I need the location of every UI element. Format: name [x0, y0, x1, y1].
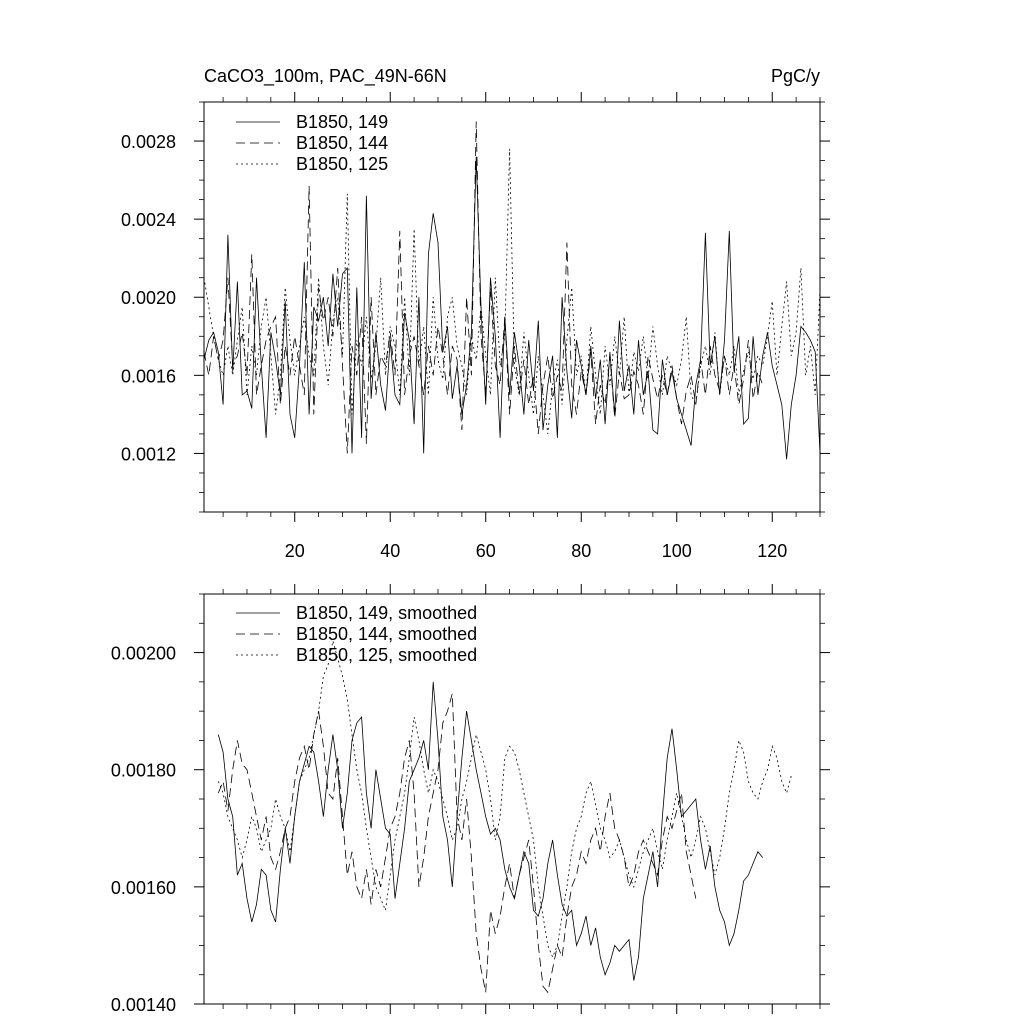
y-tick-label: 0.00180 [110, 760, 176, 781]
series-line-3 [218, 641, 791, 957]
legend-label-3: B1850, 125, smoothed [296, 645, 478, 665]
x-tick-label: 60 [475, 541, 496, 561]
top-legend [236, 112, 388, 174]
series-line-1 [218, 682, 762, 981]
y-tick-label: 0.0012 [120, 444, 176, 465]
legend-label-1: B1850, 149, smoothed [296, 603, 478, 623]
y-tick-label: 0.0024 [120, 210, 176, 231]
legend-label-3: B1850, 125 [296, 154, 389, 174]
chart-title-right: PgC/y [770, 66, 820, 86]
x-tick-label: 20 [284, 541, 305, 561]
x-tick-label: 100 [661, 541, 692, 561]
legend-label-2: B1850, 144 [296, 133, 389, 153]
x-tick-label: 120 [757, 541, 788, 561]
series-line-3 [204, 149, 820, 434]
y-tick-label: 0.0028 [120, 132, 176, 153]
x-tick-label: 40 [380, 541, 401, 561]
y-tick-label: 0.0016 [120, 366, 176, 387]
series-line-1 [204, 157, 825, 460]
bottom-series-group [218, 641, 791, 992]
top-panel [121, 66, 830, 561]
y-tick-label: 0.00160 [110, 877, 176, 898]
x-tick-label: 80 [571, 541, 592, 561]
bottom-legend [236, 603, 477, 665]
series-line-2 [218, 694, 696, 993]
bottom-panel [111, 584, 830, 1015]
series-line-2 [204, 122, 763, 454]
legend-label-1: B1850, 149 [296, 112, 389, 132]
y-tick-label: 0.00140 [110, 995, 176, 1015]
legend-label-2: B1850, 144, smoothed [296, 624, 478, 644]
y-tick-label: 0.00200 [110, 643, 176, 664]
chart-title-left: CaCO3_100m, PAC_49N-66N [204, 66, 447, 86]
y-tick-label: 0.0020 [120, 288, 176, 309]
